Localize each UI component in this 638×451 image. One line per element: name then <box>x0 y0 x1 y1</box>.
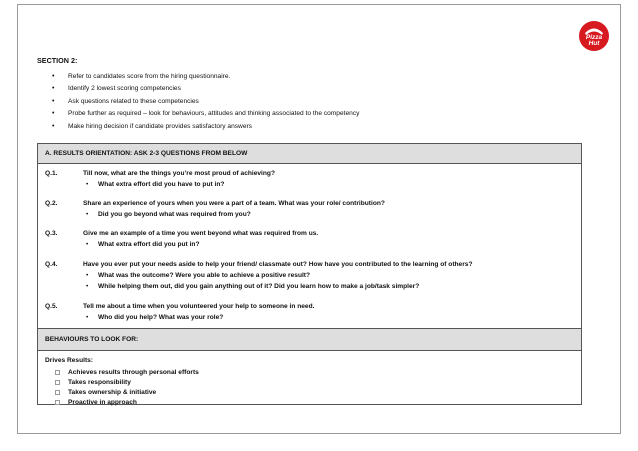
checkbox-icon <box>55 390 60 395</box>
checkbox-icon <box>55 400 60 405</box>
group-title: Drives Results: <box>45 357 94 364</box>
checkbox-icon <box>55 370 60 375</box>
results-heading: A. RESULTS ORIENTATION: ASK 2-3 QUESTIONS FROM BELOW <box>38 144 581 164</box>
list-item: • Make hiring decision if candidate provides satisfactory answers <box>52 122 252 130</box>
list-item: • Ask questions related to these competencies <box>52 97 199 105</box>
instructions-list <box>50 71 359 133</box>
interview-table <box>37 143 582 405</box>
list-item: • Identify 2 lowest scoring competencies <box>52 85 181 93</box>
pizza-hut-logo <box>578 20 610 52</box>
section-title: SECTION 2: <box>37 56 78 65</box>
list-item: • Refer to candidates score from the hiring questionnaire. <box>52 73 231 80</box>
svg-text:Hut: Hut <box>588 40 600 47</box>
behaviours-heading: BEHAVIOURS TO LOOK FOR: <box>38 329 581 351</box>
questions-area: Q.1. Till now, what are the things you’re most proud of achieving? • What extra effort did you have to put in? Q.2. Share an experience of yours when you were a part of a team. What was your role/ contribution? • Did you go beyond what was required from you? Q.3. Give me an example of a time you went beyond what was required from us. • What extra effort did you put in? Q.4. Have you ever put your needs aside to help your friend/ classmate out? How have you contributed to the learning of others? • What was the outcome? Were you able to achieve a positive result? • While helping them out, did you gain anything out of it? Did you learn how to make a job/task simpler? Q.5. Tell me about a time when you volunteered your help to someone in need. • Who did you help? What was your role? <box>38 164 581 329</box>
behaviours-area: Drives Results: Achieves results through personal efforts Takes responsibility Takes ownership & initiative Proactive in approach <box>45 357 199 406</box>
svg-text:Pizza: Pizza <box>585 34 603 41</box>
checkbox-icon <box>55 380 60 385</box>
list-item: • Probe further as required – look for behaviours, attitudes and thinking associated to the competency <box>52 110 360 118</box>
